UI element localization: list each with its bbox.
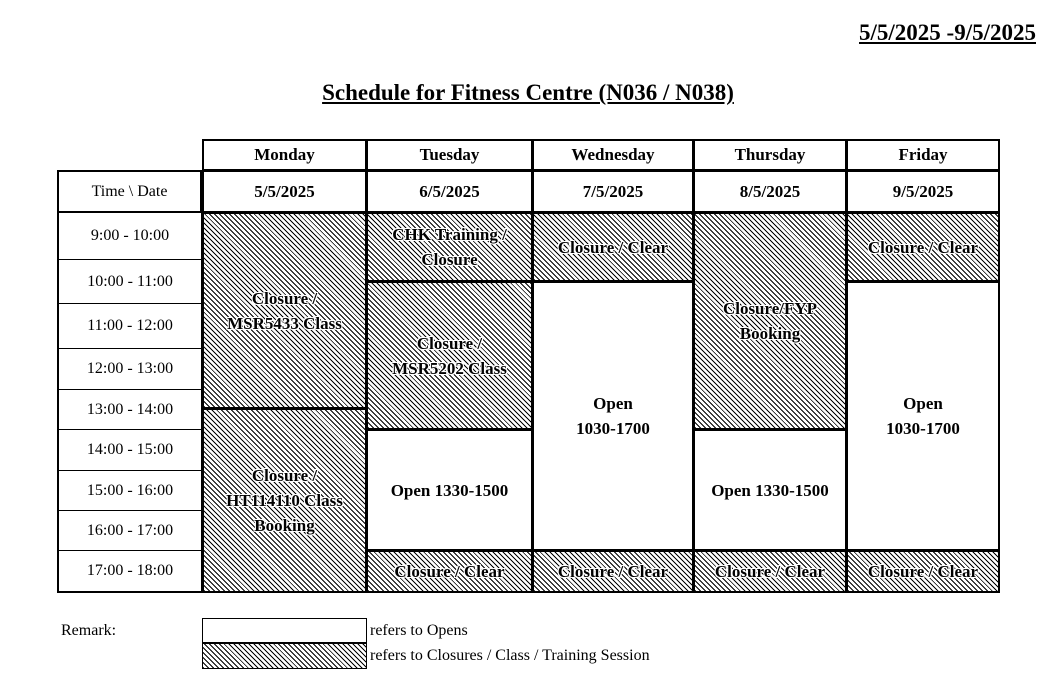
day-label: Monday	[254, 145, 315, 164]
time-slot	[57, 348, 202, 390]
date-range: 5/5/2025 -9/5/2025	[859, 20, 1036, 45]
block-line: CHK Training /	[392, 225, 507, 244]
block-line: Closure /	[416, 333, 483, 353]
block-wednesday-open	[532, 281, 694, 551]
day-header-friday	[846, 139, 1000, 171]
block-line: HT114110 Class	[226, 491, 343, 510]
time-slot	[57, 470, 202, 511]
day-header-wednesday	[532, 139, 694, 171]
block-thursday-closure-fyp	[693, 212, 847, 430]
time-label: 10:00 - 11:00	[87, 272, 173, 290]
block-tuesday-closure-clear	[366, 550, 533, 593]
block-text	[868, 559, 978, 584]
block-line: Closure / Clear	[557, 237, 669, 257]
block-friday-closure-clear-pm	[846, 550, 1000, 593]
block-line: Closure /	[251, 466, 318, 485]
block-line: Closure / Clear	[394, 562, 505, 581]
block-line: Closure/FYP	[722, 299, 818, 318]
block-monday-closure-ht114110	[202, 408, 367, 593]
date-label: 7/5/2025	[582, 181, 644, 201]
time-label: 9:00 - 10:00	[90, 227, 170, 244]
block-line: MSR5202 Class	[392, 358, 507, 378]
block-line: 1030-1700	[576, 419, 650, 438]
block-text	[392, 331, 507, 381]
time-slot	[57, 510, 202, 551]
block-line: 1030-1700	[886, 419, 960, 438]
block-text	[394, 559, 504, 584]
block-friday-closure-clear-am	[846, 212, 1000, 282]
block-tuesday-chk-training	[366, 212, 533, 282]
block-line: Open 1330-1500	[711, 480, 829, 500]
date-label: 8/5/2025	[739, 181, 801, 201]
page-title-text: Schedule for Fitness Centre (N036 / N038)	[322, 80, 734, 105]
day-label: Wednesday	[571, 145, 655, 164]
date-cell-monday	[202, 170, 367, 213]
block-line: Closure / Clear	[867, 237, 979, 257]
block-line: MSR5433 Class	[227, 313, 342, 333]
block-line: Open	[903, 394, 943, 413]
block-line: Closure / Clear	[867, 562, 979, 581]
day-header-thursday	[693, 139, 847, 171]
legend-open-text: refers to Opens	[370, 622, 468, 639]
day-header-tuesday	[366, 139, 533, 171]
block-line: Booking	[739, 324, 801, 343]
time-slot	[57, 303, 202, 349]
day-label: Friday	[898, 145, 948, 164]
date-cell-tuesday	[366, 170, 533, 213]
corner-label: Time \ Date	[91, 182, 168, 200]
day-header-monday	[202, 139, 367, 171]
block-line: Closure /	[251, 288, 318, 308]
block-text	[391, 478, 509, 503]
block-line: Booking	[254, 516, 315, 535]
time-slot	[57, 212, 202, 260]
date-cell-friday	[846, 170, 1000, 213]
time-slot	[57, 259, 202, 304]
date-label: 9/5/2025	[892, 181, 954, 201]
block-line: Closure	[421, 250, 478, 269]
block-thursday-closure-clear	[693, 550, 847, 593]
block-text	[868, 235, 978, 260]
corner-cell	[57, 170, 202, 213]
date-label: 5/5/2025	[254, 181, 315, 201]
time-label: 13:00 - 14:00	[86, 400, 174, 418]
block-text	[723, 296, 817, 346]
block-wednesday-closure-clear-am	[532, 212, 694, 282]
date-cell-wednesday	[532, 170, 694, 213]
block-line: Open 1330-1500	[390, 480, 509, 500]
date-cell-thursday	[693, 170, 847, 213]
block-text	[711, 478, 829, 503]
page-title	[0, 80, 1056, 106]
block-text	[558, 235, 668, 260]
block-text	[558, 559, 668, 584]
time-label: 17:00 - 18:00	[86, 562, 174, 579]
block-text	[392, 222, 507, 272]
block-text	[227, 286, 342, 336]
block-friday-open	[846, 281, 1000, 551]
time-slot	[57, 389, 202, 430]
block-thursday-open	[693, 429, 847, 551]
block-wednesday-closure-clear-pm	[532, 550, 694, 593]
block-tuesday-closure-msr5202	[366, 281, 533, 430]
block-text	[226, 463, 343, 538]
legend-closure-text: refers to Closures / Class / Training Session	[370, 647, 650, 664]
block-text	[576, 391, 650, 441]
block-text	[715, 559, 825, 584]
block-line: Open	[593, 394, 633, 413]
block-tuesday-open	[366, 429, 533, 551]
block-line: Closure / Clear	[557, 562, 669, 581]
legend-open-swatch	[202, 618, 367, 643]
time-label: 15:00 - 16:00	[86, 481, 174, 499]
time-label: 14:00 - 15:00	[86, 441, 174, 458]
remark-label: Remark:	[61, 622, 117, 639]
block-line: Closure / Clear	[714, 562, 826, 581]
time-label: 12:00 - 13:00	[86, 360, 174, 377]
block-text	[886, 391, 960, 441]
time-label: 16:00 - 17:00	[86, 521, 174, 539]
legend-closure-swatch	[202, 643, 367, 669]
time-slot	[57, 550, 202, 593]
time-slot	[57, 429, 202, 471]
date-label: 6/5/2025	[419, 181, 480, 201]
day-label: Thursday	[734, 145, 806, 164]
day-label: Tuesday	[419, 145, 480, 164]
time-label: 11:00 - 12:00	[87, 317, 173, 334]
block-monday-closure-msr5433	[202, 212, 367, 409]
